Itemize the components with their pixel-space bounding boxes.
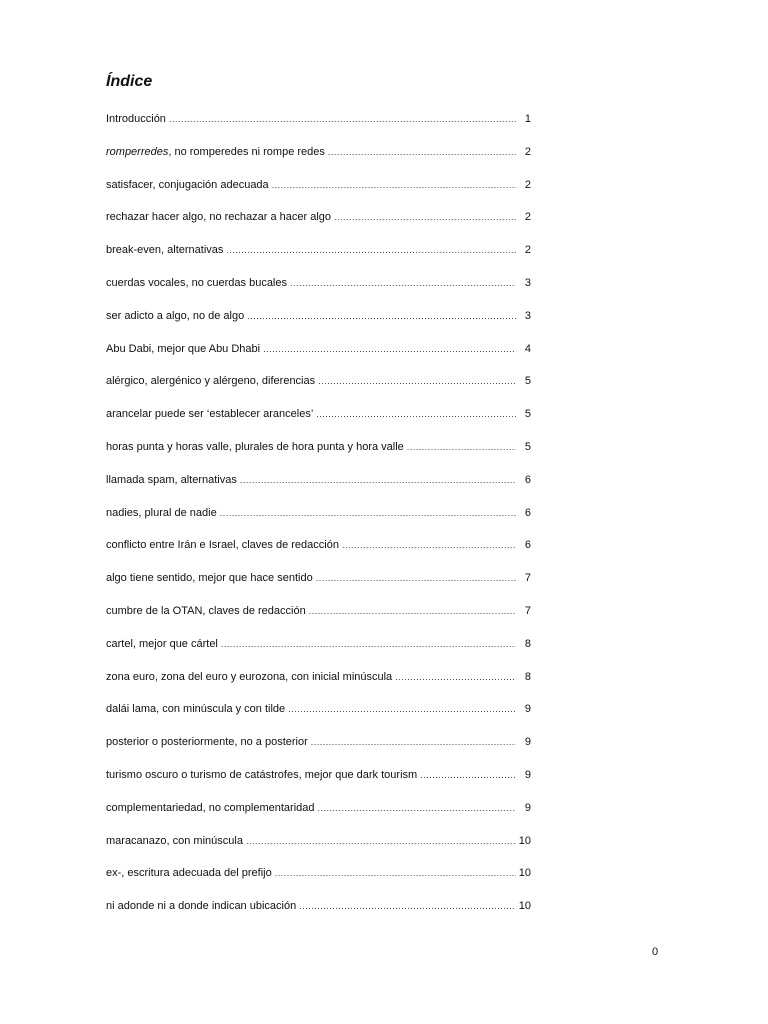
toc-entry[interactable] (106, 766, 531, 799)
toc-entry-page-number: 8 (524, 637, 531, 650)
toc-entry-page-number: 2 (524, 178, 531, 191)
toc-entry-page-number: 3 (524, 309, 531, 322)
toc-entry[interactable] (106, 733, 531, 766)
toc-entry-page-number: 5 (524, 408, 531, 421)
toc-dot-leader (275, 864, 516, 882)
toc-entry-title (106, 241, 223, 259)
toc-entry-title (106, 372, 315, 390)
toc-dot-leader (328, 143, 516, 161)
toc-entry-page-number: 1 (524, 113, 531, 125)
toc-dot-leader (272, 176, 516, 194)
toc-entry-title-text: rechazar hacer algo, no rechazar a hacer algo (106, 211, 332, 224)
toc-entry-title (106, 864, 272, 882)
toc-entry-page-number: 6 (524, 539, 531, 552)
toc-entry-title (106, 733, 308, 751)
table-of-contents (106, 110, 531, 930)
toc-entry-page-number: 10 (518, 867, 531, 880)
toc-entry[interactable] (106, 438, 531, 471)
toc-dot-leader (220, 504, 516, 522)
toc-entry-title-text: maracanazo, con minúscula (106, 834, 243, 847)
toc-entry-page-number: 5 (524, 440, 531, 453)
toc-entry-page-number: 9 (524, 768, 531, 781)
toc-entry-page-number: 9 (524, 703, 531, 716)
toc-entry-title (106, 143, 325, 161)
toc-entry-title (106, 208, 331, 226)
toc-entry-title-text: turismo oscuro o turismo de catástrofes, mejor que dark tourism (106, 768, 418, 781)
toc-entry[interactable] (106, 307, 531, 340)
toc-entry-title-emphasis: romperredes (106, 145, 169, 158)
toc-dot-leader (246, 832, 516, 850)
toc-dot-leader (342, 536, 516, 554)
toc-entry-title-text: ex-, escritura adecuada del prefijo (106, 867, 272, 880)
toc-dot-leader (316, 405, 516, 423)
toc-dot-leader (290, 274, 516, 292)
toc-dot-leader (169, 110, 516, 128)
toc-entry-title (106, 602, 306, 620)
toc-dot-leader (263, 340, 516, 358)
toc-entry-title (106, 897, 296, 915)
toc-entry-page-number: 4 (524, 342, 531, 355)
toc-entry-title-text: llamada spam, alternativas (106, 473, 237, 486)
toc-dot-leader (395, 668, 516, 686)
toc-entry-title (106, 307, 244, 325)
toc-dot-leader (288, 700, 516, 718)
toc-entry-page-number: 2 (524, 145, 531, 158)
toc-entry[interactable] (106, 372, 531, 405)
toc-entry-title-text: ni adonde ni a donde indican ubicación (106, 900, 297, 913)
toc-entry[interactable] (106, 241, 531, 274)
toc-entry-title (106, 700, 285, 718)
toc-dot-leader (334, 208, 516, 226)
toc-entry-page-number: 8 (524, 670, 531, 683)
toc-entry-page-number: 9 (524, 801, 531, 814)
toc-entry-title-text: conflicto entre Irán e Israel, claves de redacción (106, 539, 339, 552)
toc-entry-title-text: dalái lama, con minúscula y con tilde (106, 703, 286, 716)
toc-entry-title (106, 766, 417, 784)
toc-entry-title (106, 340, 260, 358)
toc-entry[interactable] (106, 340, 531, 373)
toc-dot-leader (309, 602, 516, 620)
toc-entry-page-number: 7 (524, 572, 531, 585)
toc-dot-leader (318, 372, 516, 390)
toc-entry-page-number: 6 (524, 506, 531, 519)
toc-entry-title-text: nadies, plural de nadie (106, 506, 217, 519)
toc-entry-title-text: zona euro, zona del euro y eurozona, con inicial minúscula (106, 670, 393, 683)
toc-entry-title-text: posterior o posteriormente, no a posterior (106, 736, 308, 749)
toc-dot-leader (247, 307, 516, 325)
toc-entry[interactable] (106, 864, 531, 897)
toc-entry-title-text: , no romperedes ni rompe redes (168, 145, 325, 158)
toc-dot-leader (311, 733, 516, 751)
toc-entry-title (106, 832, 243, 850)
toc-entry-title (106, 176, 269, 194)
toc-entry-title-text: arancelar puede ser ‘establecer aranceles’ (106, 408, 314, 421)
toc-dot-leader (318, 799, 516, 817)
toc-entry[interactable] (106, 602, 531, 635)
toc-entry-title (106, 504, 217, 522)
toc-entry-title (106, 569, 313, 587)
toc-entry-title-text: break-even, alternativas (106, 244, 224, 257)
toc-entry-title (106, 635, 218, 653)
toc-entry-title-text: horas punta y horas valle, plurales de hora punta y hora valle (106, 440, 404, 453)
toc-entry-title (106, 405, 313, 423)
toc-entry-title (106, 274, 287, 292)
toc-entry-page-number: 5 (524, 375, 531, 388)
toc-entry-title (106, 471, 237, 489)
toc-entry[interactable] (106, 405, 531, 438)
toc-entry[interactable] (106, 668, 531, 701)
toc-entry[interactable] (106, 143, 531, 176)
toc-entry-page-number: 10 (518, 834, 531, 847)
toc-entry[interactable] (106, 208, 531, 241)
toc-dot-leader (299, 897, 516, 915)
toc-entry[interactable] (106, 176, 531, 209)
toc-entry-title (106, 438, 404, 456)
page-number-footer: 0 (652, 946, 659, 958)
toc-dot-leader (226, 241, 516, 259)
toc-entry-title-text: ser adicto a algo, no de algo (106, 309, 245, 322)
toc-entry-title-text: cumbre de la OTAN, claves de redacción (106, 604, 306, 617)
toc-entry-title-text: alérgico, alergénico y alérgeno, diferencias (106, 375, 316, 388)
toc-entry[interactable] (106, 700, 531, 733)
toc-entry[interactable] (106, 635, 531, 668)
toc-entry-title-text: cartel, mejor que cártel (106, 637, 218, 650)
toc-entry-title (106, 536, 339, 554)
toc-entry-title (106, 799, 315, 817)
toc-entry-title-text: algo tiene sentido, mejor que hace sentido (106, 572, 313, 585)
toc-entry-title (106, 668, 392, 686)
toc-entry-page-number: 9 (524, 736, 531, 749)
toc-entry-title-text: satisfacer, conjugación adecuada (106, 178, 269, 191)
toc-entry[interactable] (106, 799, 531, 832)
toc-entry-title-text: complementariedad, no complementaridad (106, 801, 315, 814)
toc-dot-leader (407, 438, 516, 456)
toc-entry[interactable] (106, 832, 531, 865)
toc-entry-title (106, 110, 166, 128)
toc-entry[interactable] (106, 897, 531, 930)
toc-entry[interactable] (106, 274, 531, 307)
toc-entry-page-number: 2 (524, 211, 531, 224)
toc-title: Índice (106, 73, 153, 90)
toc-entry-page-number: 2 (524, 244, 531, 257)
toc-entry-page-number: 10 (518, 900, 531, 913)
toc-dot-leader (221, 635, 516, 653)
toc-dot-leader (240, 471, 516, 489)
toc-dot-leader (420, 766, 516, 784)
toc-entry-title-text: Abu Dabi, mejor que Abu Dhabi (106, 342, 261, 355)
toc-entry[interactable] (106, 569, 531, 602)
toc-entry[interactable] (106, 110, 531, 143)
toc-entry-page-number: 7 (524, 604, 531, 617)
toc-dot-leader (316, 569, 516, 587)
toc-entry-page-number: 6 (524, 473, 531, 486)
toc-entry[interactable] (106, 536, 531, 569)
toc-entry-title-text: Introducción (106, 113, 166, 125)
toc-entry-page-number: 3 (524, 276, 531, 289)
toc-entry[interactable] (106, 471, 531, 504)
toc-entry-title-text: cuerdas vocales, no cuerdas bucales (106, 276, 287, 289)
toc-entry[interactable] (106, 504, 531, 537)
